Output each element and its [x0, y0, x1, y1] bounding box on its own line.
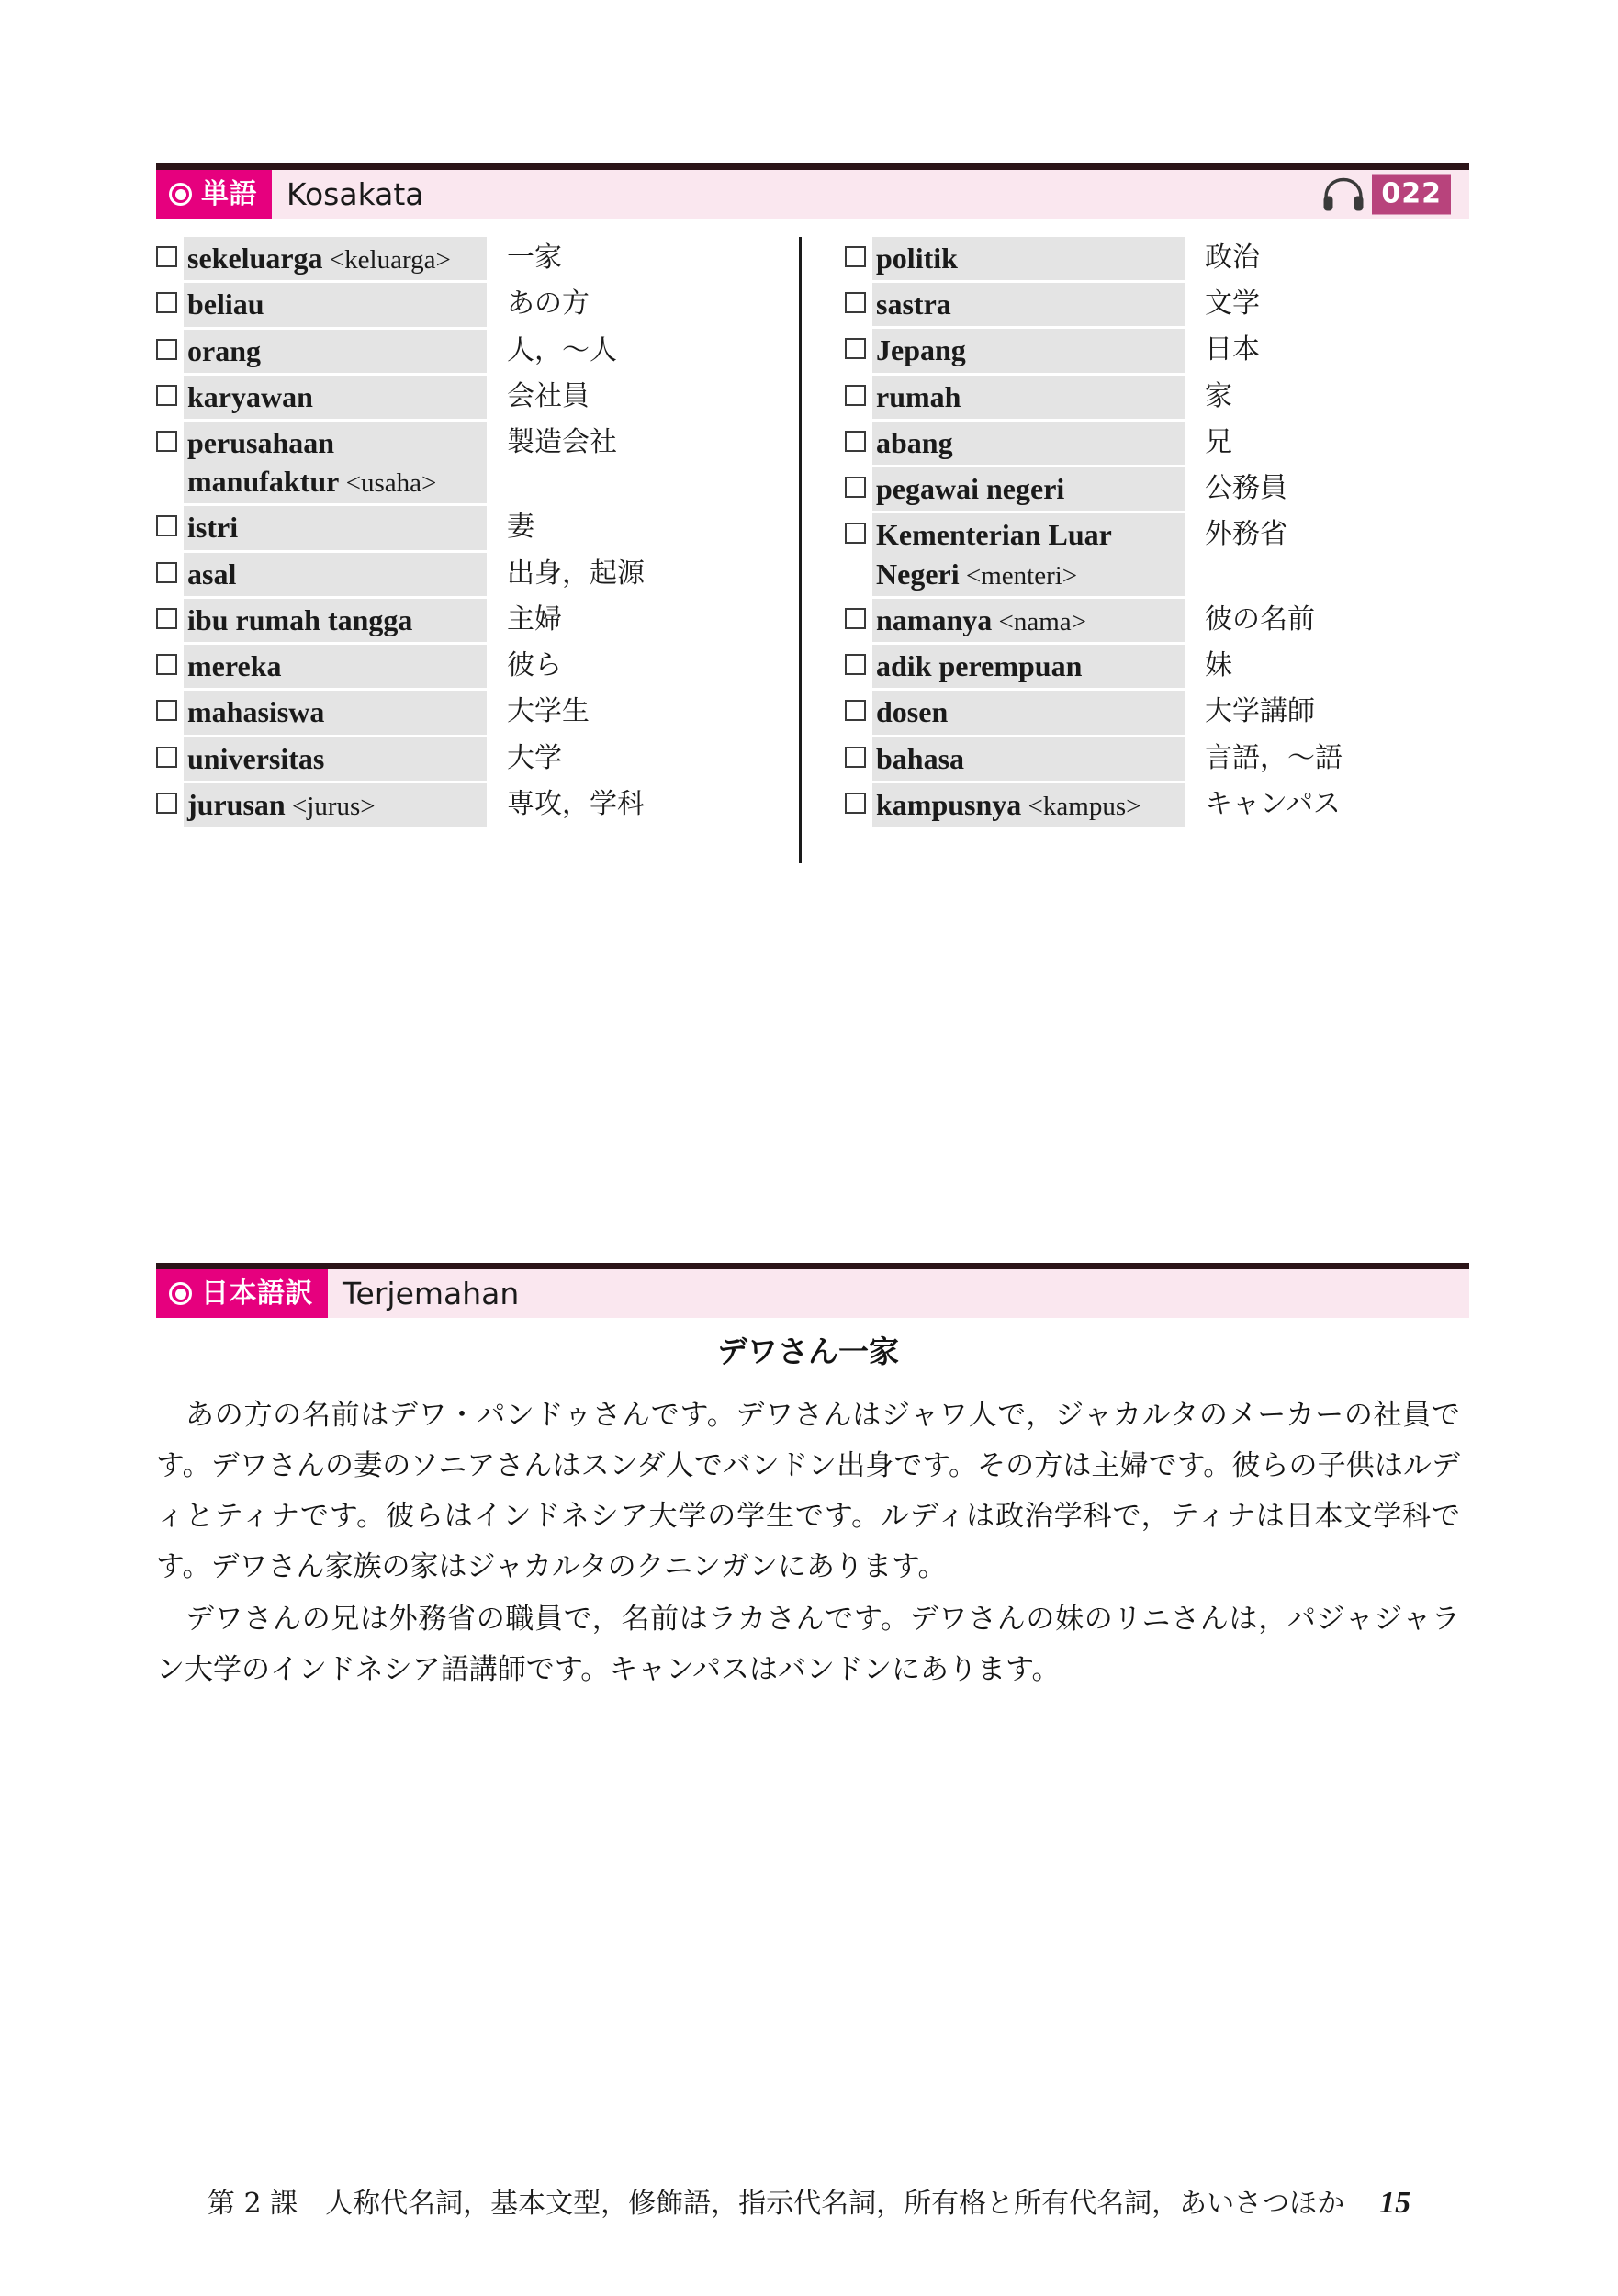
vocab-section-romaji-label: Kosakata	[287, 176, 424, 212]
vocab-word-cell	[184, 376, 487, 419]
translation-section-tag-label: 日本語訳	[201, 1277, 313, 1310]
checkbox-icon[interactable]	[845, 477, 866, 498]
vocab-word-root: <menteri>	[959, 560, 1078, 591]
checkbox-icon[interactable]	[845, 608, 866, 629]
vocab-word: orang	[187, 333, 261, 367]
audio-track-number: 022	[1372, 174, 1451, 214]
vocab-word-cell	[872, 645, 1185, 688]
vocab-meaning: 彼ら	[507, 649, 562, 682]
vocab-word-cell	[184, 283, 487, 326]
vocab-word-cell	[184, 506, 487, 549]
checkbox-icon[interactable]	[845, 747, 866, 768]
vocab-meaning: 言語，〜語	[1205, 741, 1343, 774]
vocab-word: perusahaan manufaktur	[187, 425, 340, 499]
checkbox-icon[interactable]	[156, 431, 177, 452]
footer-page-number: 15	[1379, 2186, 1411, 2220]
vocab-word: istri	[187, 511, 239, 545]
checkbox-icon[interactable]	[845, 654, 866, 675]
vocab-meaning: 兄	[1205, 425, 1232, 458]
vocab-row	[156, 330, 799, 373]
vocab-word-cell	[872, 237, 1185, 280]
vocab-word: politik	[876, 242, 958, 275]
vocab-word: bahasa	[876, 741, 965, 775]
vocab-word-root: <nama>	[992, 606, 1087, 636]
checkbox-icon[interactable]	[156, 339, 177, 360]
vocab-word: kampusnya	[876, 787, 1022, 821]
vocab-meaning: 彼の名前	[1205, 602, 1315, 636]
vocab-row	[156, 506, 799, 549]
checkbox-icon[interactable]	[845, 523, 866, 544]
vocab-row	[156, 645, 799, 688]
vocab-word-cell	[184, 691, 487, 734]
checkbox-icon[interactable]	[156, 700, 177, 721]
vocab-meaning: 日本	[1205, 333, 1260, 366]
vocab-row	[845, 691, 1460, 734]
translation-section-header	[156, 1263, 1469, 1318]
vocab-word-cell	[872, 283, 1185, 326]
vocab-word-cell	[184, 553, 487, 596]
vocab-word-cell	[872, 783, 1185, 827]
vocab-word: mereka	[187, 649, 282, 683]
vocab-section-tag-label: 単語	[201, 177, 257, 210]
vocab-row	[156, 783, 799, 827]
vocab-word-cell	[184, 737, 487, 781]
vocab-row	[845, 329, 1460, 372]
translation-paragraph: デワさんの兄は外務省の職員で，名前はラカさんです。デワさんの妹のリニさんは，パジャジャラン大学のインドネシア語講師です。キャンパスはバンドンにあります。	[156, 1603, 1460, 1687]
vocab-word: dosen	[876, 695, 949, 729]
checkbox-icon[interactable]	[845, 292, 866, 313]
checkbox-icon[interactable]	[156, 562, 177, 583]
vocab-word: rumah	[876, 379, 961, 413]
vocab-row	[156, 283, 799, 326]
vocab-word: sastra	[876, 287, 951, 321]
vocab-meaning: 一家	[507, 242, 562, 274]
vocab-meaning: 文学	[1205, 287, 1260, 321]
vocab-row	[156, 553, 799, 596]
filled-circle-icon	[169, 1282, 192, 1305]
vocab-meaning: キャンパス	[1205, 787, 1341, 820]
vocab-row	[156, 737, 799, 781]
vocab-word-cell	[872, 422, 1185, 465]
footer-chapter-line: 第 2 課 人称代名詞，基本文型，修飾語，指示代名詞，所有格と所有代名詞，あいさつほか	[207, 2188, 1345, 2220]
vocab-word-cell	[184, 330, 487, 373]
vocab-row	[845, 237, 1460, 280]
vocab-meaning: 妻	[507, 511, 534, 544]
vocab-word: namanya	[876, 602, 993, 636]
vocab-meaning: 主婦	[507, 602, 562, 636]
vocab-meaning: 妹	[1205, 649, 1232, 682]
vocab-word-cell	[872, 599, 1185, 642]
checkbox-icon[interactable]	[156, 515, 177, 536]
vocab-meaning: 専攻，学科	[507, 787, 645, 820]
vocab-word: abang	[876, 425, 953, 459]
translation-paragraphs	[156, 1390, 1460, 1696]
vocab-meaning: 政治	[1205, 242, 1260, 274]
vocab-word: ibu rumah tangga	[187, 602, 413, 636]
vocab-section-tag	[156, 170, 272, 219]
vocab-row	[156, 422, 799, 504]
vocab-word-root: <jurus>	[285, 791, 376, 821]
checkbox-icon[interactable]	[156, 654, 177, 675]
vocab-word: karyawan	[187, 379, 313, 413]
vocab-word: Jepang	[876, 333, 966, 367]
vocab-row	[156, 376, 799, 419]
checkbox-icon[interactable]	[156, 292, 177, 313]
vocab-word: mahasiswa	[187, 695, 325, 729]
translation-section-tag	[156, 1269, 328, 1318]
checkbox-icon[interactable]	[845, 338, 866, 359]
vocab-word: asal	[187, 557, 237, 591]
checkbox-icon[interactable]	[845, 385, 866, 406]
vocab-word-cell	[184, 422, 487, 504]
vocab-word-root: <kampus>	[1021, 791, 1141, 821]
vocab-meaning: 大学生	[507, 695, 590, 728]
checkbox-icon[interactable]	[156, 246, 177, 267]
audio-track-badge	[1322, 174, 1451, 214]
vocab-word: adik perempuan	[876, 649, 1083, 683]
vocab-word-cell	[872, 329, 1185, 372]
translation-paragraph: あの方の名前はデワ・パンドゥさんです。デワさんはジャワ人で，ジャカルタのメーカーの社員です。デワさんの妻のソニアさんはスンダ人でバンドン出身です。その方は主婦です。彼らの子供はルディとティナです。彼らはインドネシア大学の学生です。ルディは政治学科で，ティナは日本文学科です。デワさん家族の家はジャカルタのクニンガンにあります。	[156, 1398, 1460, 1584]
vocab-row	[845, 645, 1460, 688]
vocab-row	[156, 691, 799, 734]
vocab-word: universitas	[187, 741, 325, 775]
vocab-row	[845, 737, 1460, 781]
checkbox-icon[interactable]	[156, 747, 177, 768]
vocab-section-header	[156, 163, 1469, 219]
vocab-word-root: <keluarga>	[322, 245, 451, 275]
vocab-meaning: 会社員	[507, 379, 590, 412]
vocab-meaning: 大学	[507, 741, 562, 774]
vocab-row	[156, 599, 799, 642]
vocab-meaning: 人，〜人	[507, 333, 617, 366]
checkbox-icon[interactable]	[845, 431, 866, 452]
vocab-row	[845, 783, 1460, 827]
checkbox-icon[interactable]	[156, 608, 177, 629]
checkbox-icon[interactable]	[845, 700, 866, 721]
vocab-meaning: 製造会社	[507, 425, 617, 458]
checkbox-icon[interactable]	[156, 385, 177, 406]
vocab-word-cell	[184, 783, 487, 827]
checkbox-icon[interactable]	[156, 793, 177, 814]
vocab-row	[845, 599, 1460, 642]
vocab-word: pegawai negeri	[876, 472, 1065, 506]
filled-circle-icon	[169, 183, 192, 206]
vocab-word-cell	[872, 513, 1185, 596]
vocab-row	[156, 237, 799, 280]
translation-section-romaji-label: Terjemahan	[343, 1276, 520, 1311]
vocab-word-cell	[184, 599, 487, 642]
vocab-row	[845, 283, 1460, 326]
vocab-word-cell	[184, 645, 487, 688]
vocab-row	[845, 376, 1460, 419]
vocab-word: sekeluarga	[187, 242, 323, 275]
vocab-meaning: 大学講師	[1205, 695, 1315, 728]
vocab-word-cell	[872, 467, 1185, 511]
translation-body	[156, 1334, 1460, 1698]
vocab-row	[845, 422, 1460, 465]
vocabulary-column-left	[156, 237, 799, 829]
headphone-icon	[1322, 177, 1365, 212]
vocab-meaning: 家	[1205, 379, 1232, 412]
vocab-word: jurusan	[187, 787, 286, 821]
vocab-word: Kementerian Luar Negeri	[876, 518, 1112, 591]
vocab-word-root: <usaha>	[339, 468, 437, 499]
page-footer	[0, 2180, 1618, 2221]
vocabulary-column-right	[799, 237, 1460, 829]
vocab-word-cell	[872, 737, 1185, 781]
vocab-meaning: 出身，起源	[507, 557, 645, 590]
vocab-meaning: 外務省	[1205, 518, 1287, 551]
vocab-meaning: あの方	[507, 287, 590, 321]
vocab-meaning: 公務員	[1205, 472, 1287, 505]
vocab-row	[845, 467, 1460, 511]
vocab-row	[845, 513, 1460, 596]
checkbox-icon[interactable]	[845, 246, 866, 267]
vocab-word-cell	[184, 237, 487, 280]
checkbox-icon[interactable]	[845, 793, 866, 814]
vocab-word-cell	[872, 376, 1185, 419]
vocab-word-cell	[872, 691, 1185, 734]
translation-title: デワさん一家	[717, 1334, 899, 1369]
vocab-word: beliau	[187, 287, 264, 321]
vocabulary-list	[156, 237, 1460, 829]
